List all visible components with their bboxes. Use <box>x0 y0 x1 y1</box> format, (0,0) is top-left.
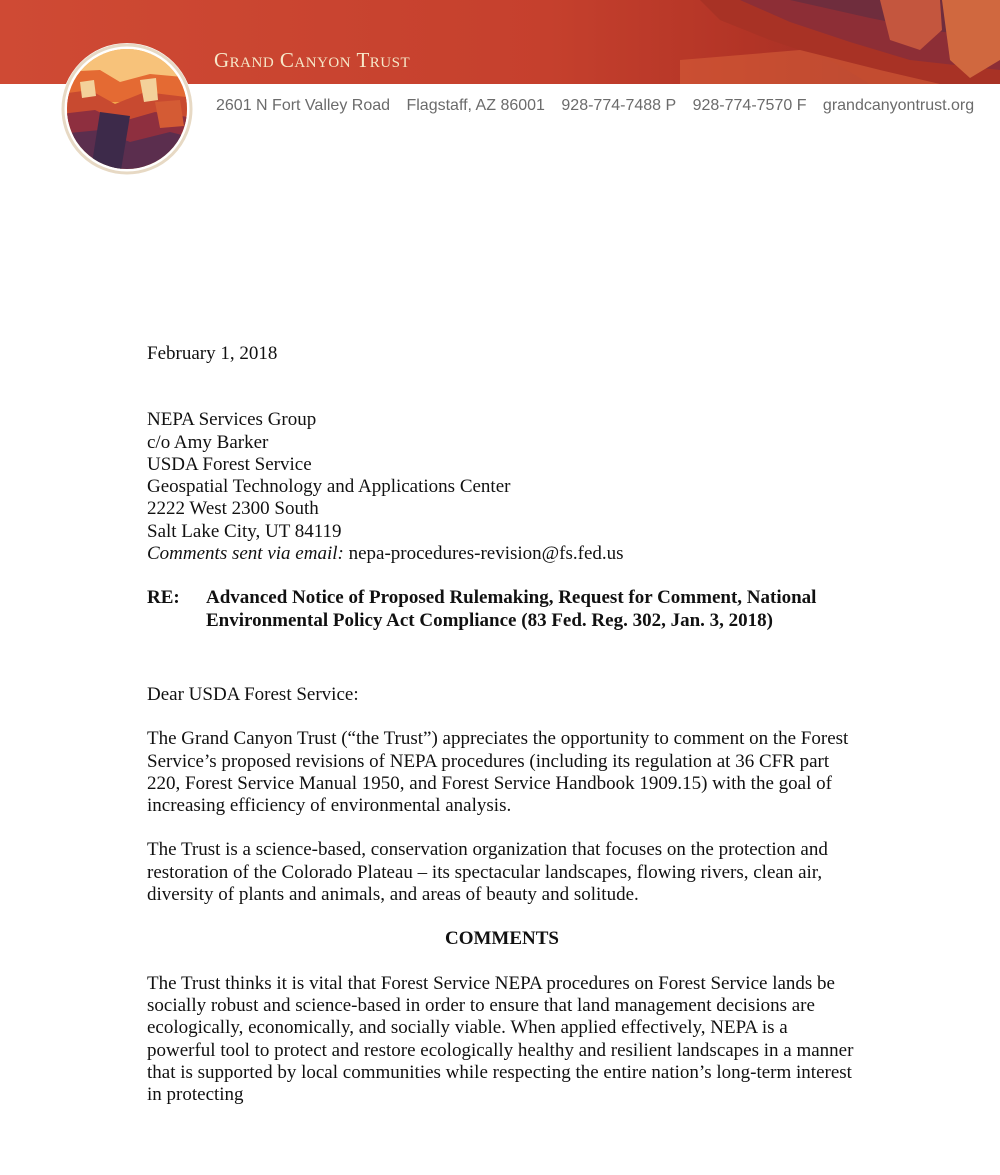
org-phone: 928-774-7488 P <box>561 97 677 114</box>
letterhead-contact-line <box>216 97 974 115</box>
email-address: nepa-procedures-revision@fs.fed.us <box>343 543 624 565</box>
salutation: Dear USDA Forest Service: <box>147 683 359 705</box>
subject-line <box>147 587 857 632</box>
paragraph-about: The Trust is a science-based, conservation organization that focuses on the protection and restoration of the Colorado Plateau – its spectacular landscapes, flowing rivers, clean air, diversity of plants and animals, and areas of beauty and solitude. <box>147 839 828 906</box>
recipient-line: USDA Forest Service <box>147 453 312 475</box>
subject-text: Advanced Notice of Proposed Rulemaking, Request for Comment, National Environmental Policy Act Compliance (83 Fed. Reg. 302, Jan. 3, 2018) <box>206 587 817 631</box>
recipient-address <box>147 409 857 565</box>
subject-label: RE: <box>147 587 180 609</box>
paragraph-comments: The Trust thinks it is vital that Forest Service NEPA procedures on Forest Service lands be socially robust and science-based in order to ensure that land management decisions are ecologically, economically, and socially viable. When applied effectively, NEPA is a powerful tool to protect and restore ecologically healthy and resilient landscapes in a manner that is supported by local communities while respecting the entire nation’s long-term interest in protecting <box>147 972 854 1106</box>
email-label: Comments sent via email: <box>147 543 344 565</box>
organization-name: Grand Canyon Trust <box>214 48 411 72</box>
canyon-illustration <box>680 0 1000 84</box>
recipient-line: Salt Lake City, UT 84119 <box>147 520 342 542</box>
org-address: 2601 N Fort Valley Road <box>216 97 391 114</box>
recipient-line: Geospatial Technology and Applications Center <box>147 476 511 498</box>
paragraph-intro: The Grand Canyon Trust (“the Trust”) appreciates the opportunity to comment on the Forest Service’s proposed revisions of NEPA procedures (including its regulation at 36 CFR part 220, Forest Service Manual 1950, and Forest Service Handbook 1909.15) with the goal of increasing efficiency of environmental analysis. <box>147 728 849 817</box>
recipient-line: NEPA Services Group <box>147 409 317 431</box>
letter-body <box>147 343 857 1128</box>
org-city: Flagstaff, AZ 86001 <box>406 97 545 114</box>
org-fax: 928-774-7570 F <box>692 97 807 114</box>
email-line <box>147 543 857 565</box>
org-website: grandcanyontrust.org <box>822 97 975 114</box>
letter-date: February 1, 2018 <box>147 343 278 364</box>
grand-canyon-logo <box>60 42 194 176</box>
recipient-line: 2222 West 2300 South <box>147 498 319 520</box>
section-heading: COMMENTS <box>445 928 559 950</box>
recipient-line: c/o Amy Barker <box>147 431 269 453</box>
